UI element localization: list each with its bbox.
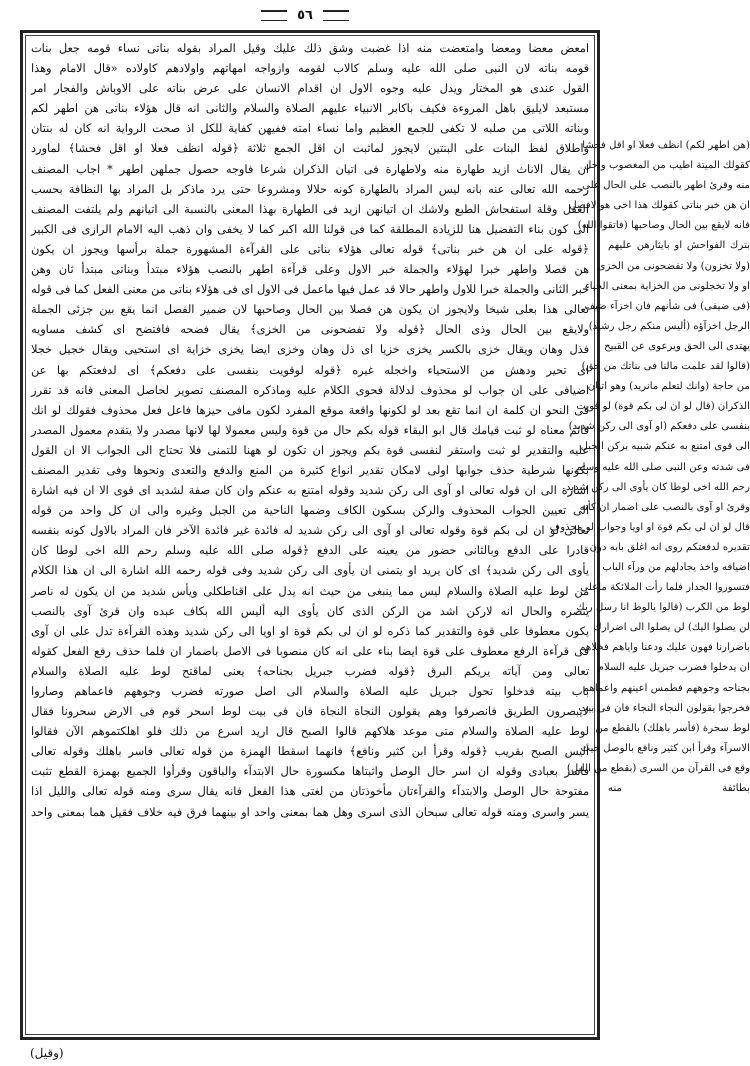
margin-line: لوط سحرة (فأسر باهلك) بالقطع من [595, 722, 750, 734]
text-line: الى كون بناء التفضيل هنا للزيادة المطلقة كما فى قولنا الله اكبر كما لا يخفى وان ذهب اليه الامام الرازى فى الكبير [31, 222, 589, 236]
text-line: ﴿قوله على ان هن خبر بناتى﴾ قوله تعالى هؤلاء بناتى على القرآءة المشهورة جملة برأسها ويجوز ان يكون [31, 242, 589, 256]
text-line: الى تعيين الجواب المحذوف والركن بسكون الكاف وضمها الناحية من الجبل وغيره والى ان كل واحد من قوله [31, 504, 589, 518]
margin-line: فى شدته وعن النبى صلى الله عليه وسلم [575, 461, 750, 473]
margin-line: فانه لايقع بين الحال وصاحبها (فاتقوا الله) [577, 220, 750, 232]
margin-line: رحم الله اخى لوطا كان يأوى الى ركن شديد [565, 481, 750, 493]
text-line: أليس الصبح بقريب ﴿قوله وقرأ ابن كثير ونافع﴾ فانهما اسقطا الهمزة من قوله تعالى فاسر باهلك وقوله تعالى [31, 745, 589, 759]
page-number: ٥٦ [297, 8, 313, 23]
text-line: تعالى هذا بعلى شيخا ولايجوز ان يكون هن فصلا بين الحال وصاحبها لان ضمير الفصل انما يقع بين جزئى الجملة [31, 303, 589, 317]
text-line: عليه والتقدير لو ثبت واستقر لنفسى قوة بكم ويجوز ان تكون لو ههنا للتمنى فلا تحتاج الى الجواب الا ان القول [31, 443, 589, 457]
text-line: رحمه الله تعالى عنه بانه ليس المراد بالطهارة كونه حلالا ومشروعا حتى يرد ماذكر بل المراد بها النظافة بحسب [31, 182, 589, 196]
text-line: تعالى لو ان لى بكم قوة وقوله تعالى او آوى الى ركن شديد له فائدة غير فائدة الآخر فان المراد بالاول كونه بنفسه [31, 524, 589, 538]
text-line: امعض معضا ومعضا وامتعضت منه اذا غضبت وشق ذلك عليك وقيل المراد بقوله بناتى نساء قومه جعل بنات [31, 42, 589, 55]
ornament-right-icon [323, 10, 349, 21]
text-line: قائم معناه لو ثبت قيامك قال ابو البقاء قوله بكم حال من قوة وليس معمولا لها لانها مصدر ولا يتقدم معمول المصدر [31, 423, 589, 437]
margin-line: الاسرآء وقرأ ابن كثير ونافع بالوصل حيث [580, 742, 750, 754]
text-line: وبناته اللاتى من صلبه لا تكفى للجمع العظيم واما نساء امته ففيهن كفاية للكل اذ صحت الرواية انه كان له بنتان [31, 122, 589, 136]
ornament-left-icon [261, 10, 287, 21]
text-line: قومه بناته لان النبى صلى الله عليه وسلم كالاب لقومه وازواجه امهاتهم واولادهم كاولاده «قال الامام وهذا [31, 62, 589, 76]
text-line: ان يقال الاناث ازيد طهارة منه ولاطهارة فى اتيان الذكران شرعا فاوجه حصول جملهن اطهر * اجاب المصنف [31, 162, 589, 176]
text-line: فى قرآءة الرفع معطوف على قوة ايضا بناء على انه كان منصوبا فى الاصل باضمار ان فلما حذف رفع الفعل كقوله [31, 644, 589, 658]
catchword: (وقيل) [30, 1046, 64, 1060]
text-line: اشارة الى ان قوله تعالى او آوى الى ركن شديد وقوله امتنع به عنكم وان كان صفة لشديد اى قوى الا ان فيه اشارة [31, 484, 589, 498]
text-line: مفتوحة حال الوصل والابتدآء والقرآءتان مأخوذتان من لغتى هذا الفعل فانه يقال سرى ومنه قوله تعالى والليل اذا [31, 785, 589, 799]
margin-line: لن يصلوا اليك) لن يصلوا الى اضرارك [593, 622, 750, 634]
margin-line: منه وقرئ اطهر بالنصب على الحال على [582, 180, 750, 192]
text-line: اى تحير ودهش من الاستحياء واخجله غيره ﴿قوله لوقويت بنفسى على دفعكم﴾ اى لدفعتكم بها عن [31, 363, 589, 377]
text-line: القول عندى هو المختار ويدل عليه وجوه الاول ان اقدام الانسان على عرض بناته على الاوباش والفجار امر [31, 82, 589, 96]
text-line: العقل وقلة استفحاش الطبع ولاشك ان اتيانهن ازيد فى الطهارة بهذا المعنى بالنسبة الى اتيانهم ولم يلتفت المصنف [31, 202, 589, 216]
main-text-frame [20, 30, 600, 1040]
margin-line: وقرئ او آوى بالنصب على اضمار ان كأنه [579, 501, 750, 513]
page-header [245, 6, 365, 26]
margin-line: وقع فى القرآن من السرى (بقطع من الليل) [566, 762, 750, 774]
margin-line: لوط من الكرب (قالوا يالوط انا رسل ربك [576, 602, 750, 614]
text-line: تعالى ومن آياته يريكم البرق ﴿قوله فضرب جبريل بجناحه﴾ يعنى لماقتح لوط عليه الصلاة والسلام [31, 664, 589, 678]
text-line: بكونها شرطية حذف جوابها اولى لامكان تقدير انواع كثيرة من المنع والدفع والتعدى ونحوها وفى تقدير المصنف [31, 463, 589, 477]
margin-line: بترك الفواحش او بايثارهن عليهم [608, 240, 750, 252]
text-line: واطلاق لفظ البنات على البنتين لايجوز لماثبت ان اقل الجمع ثلاثة ﴿قوله انظف فعلا او اقل فحشا﴾ لماورد [31, 142, 589, 156]
margin-line: باضرارنا فهون عليك ودعنا واياهم فخلاهم [579, 642, 750, 654]
text-line: قادرا على الدفع وبالثانى حضور من يعينه على الدفع ﴿قوله صلى الله عليه وسلم رحم الله اخى لوطا كان [31, 544, 589, 558]
text-line: من لوط عليه الصلاة والسلام ليس مما ينبغى من حيث انه يدل على اقناطكلى ويأس شديد من ان يكون له ناصر [31, 584, 589, 598]
text-line: يأوى الى ركن شديد﴾ اى كان يريد او يتمنى ان يأوى الى ركن شديد وفى قوله رحمه الله اشارة الى ان هذا الكلام [31, 564, 589, 578]
margin-line: الرجل اخزآؤه (أليس منكم رجل رشيد) [588, 320, 750, 332]
margin-line: من حاجة (وانك لتعلم مانريد) وهو اتيان [587, 381, 750, 393]
text-line: لوط عليه الصلاة والسلام متى موعد هلاكهم قالوا الصبح قال اريد اسرع من ذلك فلو اهلكتموهم الآن فقالوا [31, 725, 589, 739]
text-line: يكون معطوفا على قوة والتقدير كما ذكره لو ان لى بكم قوة او اويا الى ركن شديد وهذه القرآءة تدل على ان آوى [31, 624, 589, 638]
margin-line: بطائفة منه [608, 783, 750, 794]
margin-line: ان هن خبر بناتى كقولك هذا اخى هو لافصل [569, 200, 750, 212]
text-line: هن فصلا واطهر خبرا لهؤلاء والجملة خبر الاول وعلى قرآءة اطهر بالنصب هؤلاء مبتدأ وبناتى مبتدأ ثان وهن [31, 263, 589, 277]
margin-line: بجناحه وجوههم فطمس اعينهم واعماهم [582, 682, 750, 694]
margin-line: كقولك الميتة اطيب من المغصوب واحل [584, 160, 750, 172]
margin-line: فخرجوا يقولون النجاء النجاء فان فى بيت [578, 702, 750, 714]
margin-line: فتسوروا الجدار فلما رأت الملائكة ماعلى [580, 582, 750, 594]
margin-line: اضيافه واخذ يجادلهم من ورآء الباب [602, 561, 750, 573]
text-line: ولايقع بين الحال وذى الحال ﴿قوله ولا تفضحونى من الخزى﴾ يقال فضحه فافتضح اى كشف مساويه [31, 323, 589, 337]
margin-line: او ولا تخجلونى من الخزاية بمعنى الحياء [584, 280, 750, 292]
margin-commentary [549, 136, 750, 799]
margin-line: (هن اطهر لكم) انظف فعلا او اقل فحشا [582, 140, 750, 151]
text-line: لايبصرون الطريق فانصرفوا وهم يقولون النجاة النجاة فان فى بيت لوط اسحر قوم فى الارض سحرونا فقال [31, 705, 589, 719]
margin-line: (ولا تخزون) ولا تفضحونى من الخزى [597, 260, 750, 272]
text-line: يسر واسرى ومنه قوله تعالى سبحان الذى اسرى وهل هما بمعنى واحد او بينهما فرق فيه خلاف فقيل هما بمعنى واحد [31, 805, 589, 819]
margin-line: الى قوى امتنع به عنكم شبيه بركن الجبل [580, 441, 750, 453]
text-line: فاسر بعبادى وقوله ان اسر حال الوصل واثبتاها مكسورة حال الابتدآء والباقون وقرأوا الجميع بهمزة القطع تثبت [31, 765, 589, 779]
main-commentary [31, 39, 589, 1031]
margin-line: قال لو ان لى بكم قوة او اويا وجواب لو محذوف [549, 521, 750, 533]
margin-line: تقديره لدفعتكم روى انه اغلق بابه دون [589, 541, 750, 553]
text-line: فى النحو ان كلمة ان انما تقع بعد لو لكونها واقعة موقع المفرد لكون مافى حيزها فاعل فعل محذوف فقولك لو انك [31, 403, 589, 417]
margin-line: (فى ضيفى) فى شأنهم فان اخزآء ضيف [584, 300, 750, 312]
text-line: فذل وهان ويقال خزى بالكسر يخزى خزيا اى ذل وهان وخزى ايضا يخزى خزاية اى استحيى ويقال خجيل خجلا [31, 343, 589, 357]
margin-line: بنفسى على دفعكم (او آوى الى ركن شديد) [568, 421, 750, 433]
margin-line: يهتدى الى الحق ويرعوى عن القبيح [604, 340, 750, 352]
text-line: باب بيته فدخلوا تحول جبريل عليه الصلاة والسلام الى اصل صورته فضرب وجوههم فاعماهم وصاروا [31, 685, 589, 698]
text-line: اضيافى على ان جواب لو محذوف لدلالة فحوى الكلام عليه وماذكره المصنف تصوير لحاصل المعنى فانه قد تقرر [31, 383, 589, 397]
margin-line: ان يدخلوا فضرب جبريل عليه السلام [597, 662, 750, 674]
margin-line: الذكران (قال لو ان لى بكم قوة) لو قويت [576, 401, 750, 413]
text-line: مستبعد لايليق باهل المروءة فكيف باكابر الانبياء عليهم الصلاة والسلام والثانى انه قال هؤلاء بناتى هن اطهر لكم [31, 102, 589, 116]
text-line: ينصره والحال انه لاركن اشد من الركن الذى كان يأوى اليه أليس الله بكاف عبده وان قرئ آوى بالنصب [31, 604, 589, 618]
text-line: خبر الثانى والجملة خبرا للاول واطهر حالا قد عمل فيها ماعمل فى الاول اى فى هؤلاء بناتى من معنى الفعل كما فى قوله [31, 283, 589, 297]
margin-line: (قالوا لقد علمت مالنا فى بناتك من حق) [581, 361, 750, 373]
